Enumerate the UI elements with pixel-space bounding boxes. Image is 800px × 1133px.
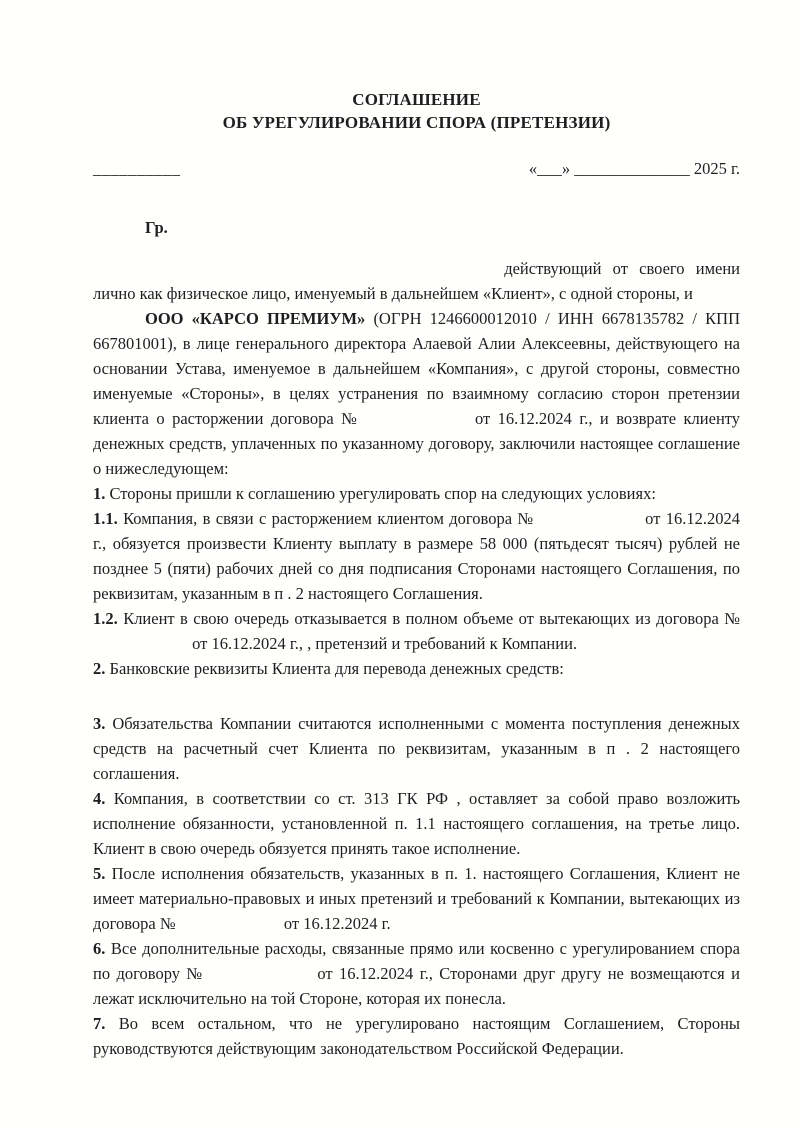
clause-7-paragraph: [93, 1011, 740, 1061]
company-clause-text: (ОГРН 1246600012010 / ИНН 6678135782 / КПП 667801001), в лице генерального директора Алаевой Алии Алексеевны, действующего на основании Устава, именуемое в дальнейшем «Компания», с другой стороны, совместно именуемые «Стороны», в целях устранения по взаимному согласию сторон претензии клиента о расторжении договора №: [93, 309, 741, 428]
clause-number: 1.1.: [93, 509, 118, 528]
clause-4-paragraph: [93, 786, 740, 861]
clause-text: Во всем остальном, что не урегулировано настоящим Соглашением, Стороны руководствуются действующим законодательством Российской Федерации.: [93, 1014, 740, 1058]
clause-number: 7.: [93, 1014, 106, 1033]
clause-text-2: от 16.12.2024 г., обязуется произвести Клиенту выплату в размере 58 000 (пятьдесят тысяч) рублей не позднее 5 (пяти) рабочих дней со дня подписания Сторонами настоящего Соглашения, по реквизитам, указанным в п . 2 настоящего Соглашения.: [93, 509, 741, 603]
preamble-company-paragraph: [93, 306, 740, 481]
clause-text: Стороны пришли к соглашению урегулировать спор на следующих условиях:: [109, 484, 656, 503]
clause-text: Компания, в соответствии со ст. 313 ГК РФ , оставляет за собой право возложить исполнение обязанности, установленной п. 1.1 настоящего соглашения, на третье лицо. Клиент в свою очередь обязуется принять такое исполнение.: [93, 789, 741, 858]
contract-number-blank: [180, 928, 280, 929]
document-title: [93, 88, 740, 134]
clause-1-1-paragraph: [93, 506, 740, 606]
date-blank: «___» ______________ 2025 г.: [528, 159, 740, 178]
clause-text: Банковские реквизиты Клиента для перевода денежных средств:: [109, 659, 564, 678]
salutation-paragraph: [93, 215, 740, 240]
place-blank: __________: [93, 159, 181, 178]
clause-number: 3.: [93, 714, 106, 733]
clause-1-2-paragraph: [93, 606, 740, 656]
clause-number: 4.: [93, 789, 106, 808]
document-title-line-1: СОГЛАШЕНИЕ: [352, 90, 481, 109]
clause-number: 1.2.: [93, 609, 118, 628]
company-name: ООО «КАРСО ПРЕМИУМ»: [145, 309, 366, 328]
clause-text: Клиент в свою очередь отказывается в полном объеме от вытекающих из договора №: [123, 609, 741, 628]
contract-number-blank: [211, 978, 311, 979]
contract-number-blank: [93, 648, 188, 649]
client-clause-text: действующий от своего имени лично как физическое лицо, именуемый в дальнейшем «Клиент», с одной стороны, и: [93, 259, 740, 303]
clause-number: 6.: [93, 939, 106, 958]
clause-5-paragraph: [93, 861, 740, 936]
clause-text: Компания, в связи с расторжением клиентом договора №: [123, 509, 535, 528]
clause-2-paragraph: [93, 656, 740, 681]
bank-details-blank-area: [93, 681, 740, 711]
date-row: [93, 156, 740, 181]
company-clause-text-2: от 16.12.2024 г., и возврате клиенту денежных средств, уплаченных по указанному договору, заключили настоящее соглашение о нижеследующем:: [93, 409, 741, 478]
clause-text-2: от 16.12.2024 г., , претензий и требований к Компании.: [192, 634, 578, 653]
clause-number: 2.: [93, 659, 106, 678]
clause-1-paragraph: [93, 481, 740, 506]
preamble-client-paragraph: [93, 256, 740, 306]
clause-text: После исполнения обязательств, указанных в п. 1. настоящего Соглашения, Клиент не имеет материально-правовых и иных претензий и требований к Компании, вытекающих из договора №: [93, 864, 740, 933]
clause-number: 5.: [93, 864, 106, 883]
contract-number-blank: [368, 423, 468, 424]
clause-6-paragraph: [93, 936, 740, 1011]
clause-3-paragraph: [93, 711, 740, 786]
clause-number: 1.: [93, 484, 106, 503]
salutation-text: Гр.: [145, 218, 168, 237]
contract-number-blank: [540, 523, 640, 524]
clause-text-2: от 16.12.2024 г., Сторонами друг другу не возмещаются и лежат исключительно на той Стороне, которая их понесла.: [93, 964, 740, 1008]
client-name-blank: [93, 273, 493, 274]
clause-text: Обязательства Компании считаются исполненными с момента поступления денежных средств на расчетный счет Клиента по реквизитам, указанным в п . 2 настоящего соглашения.: [93, 714, 741, 783]
clause-text: Все дополнительные расходы, связанные прямо или косвенно с урегулированием спора по договору №: [93, 939, 741, 983]
clause-text-2: от 16.12.2024 г.: [283, 914, 391, 933]
document-title-line-2: ОБ УРЕГУЛИРОВАНИИ СПОРА (ПРЕТЕНЗИИ): [222, 113, 611, 132]
